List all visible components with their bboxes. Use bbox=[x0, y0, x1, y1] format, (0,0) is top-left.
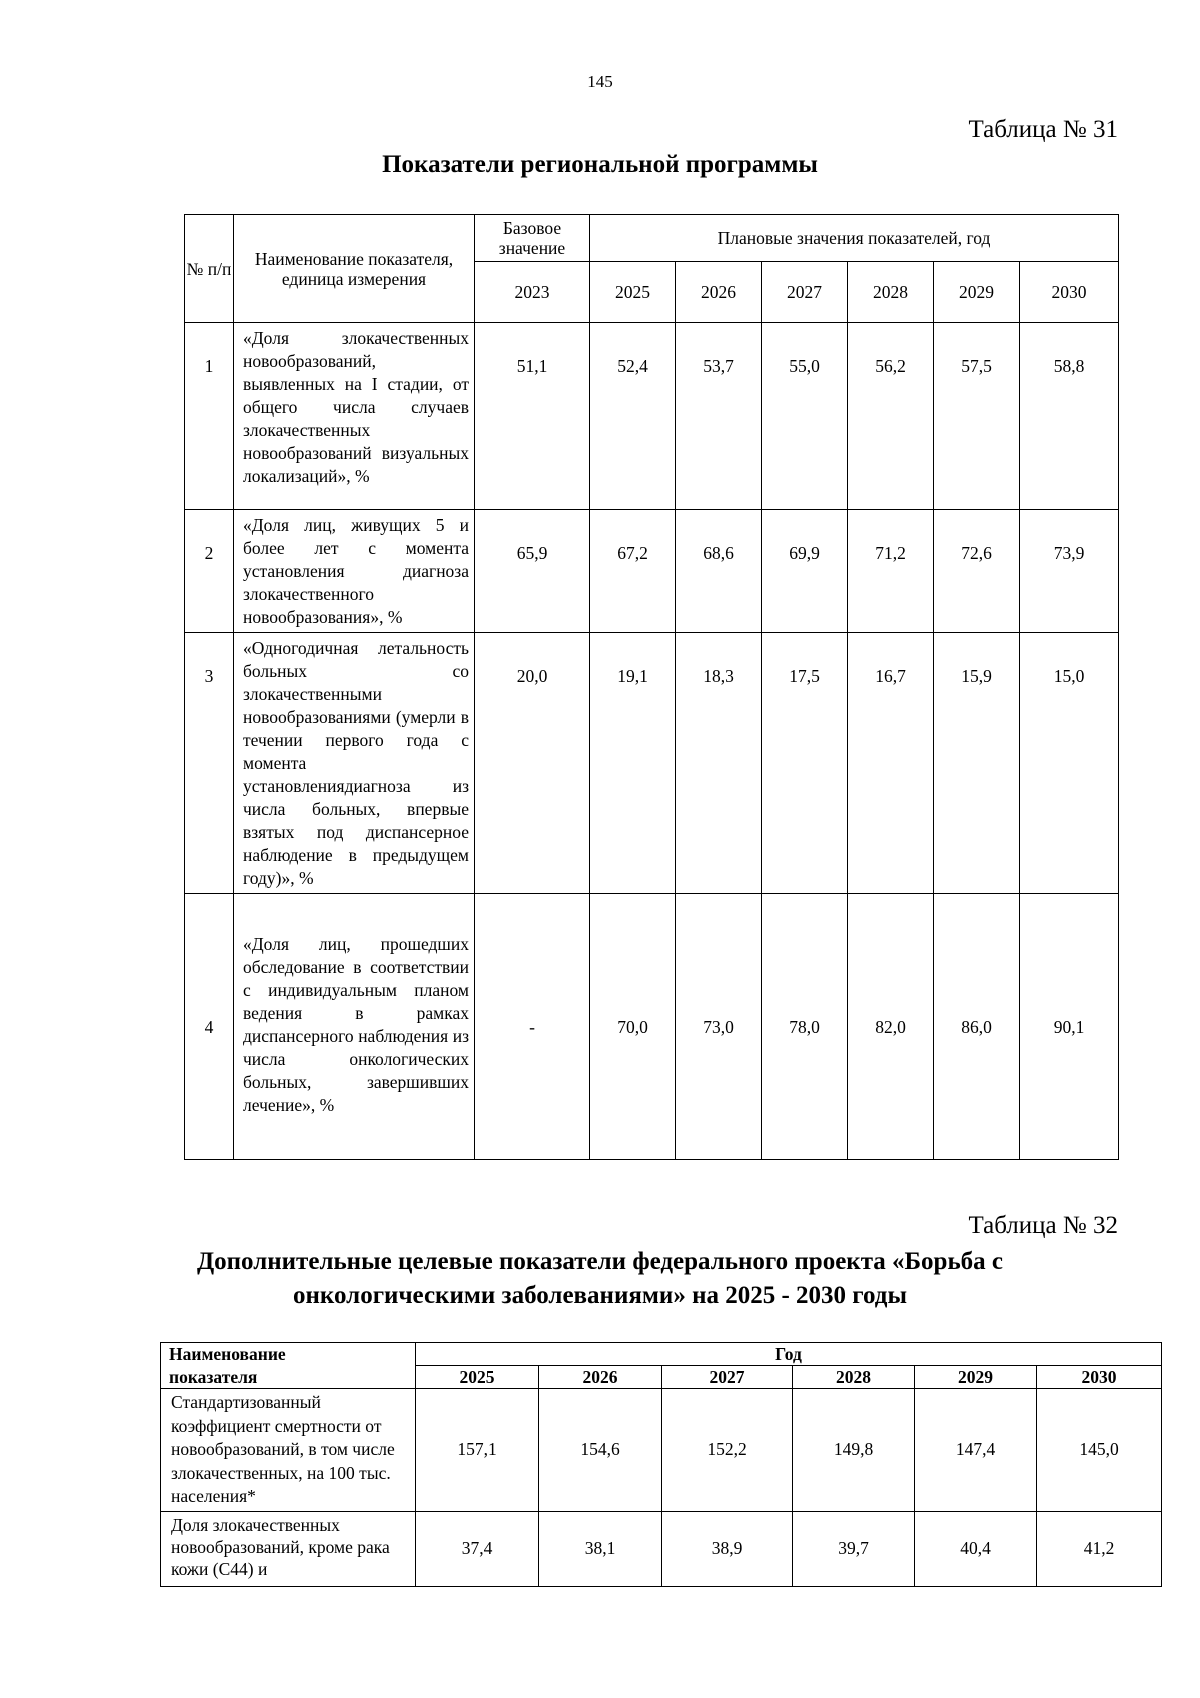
header-planned: Плановые значения показателей, год bbox=[590, 215, 1119, 262]
table32-label: Таблица № 32 bbox=[968, 1212, 1118, 1239]
row-value: 55,0 bbox=[762, 323, 848, 510]
row-value: 147,4 bbox=[915, 1389, 1037, 1512]
row-value: 70,0 bbox=[590, 894, 676, 1160]
row-value: 68,6 bbox=[676, 510, 762, 633]
table-row bbox=[185, 510, 1119, 633]
header-year: 2025 bbox=[590, 262, 676, 323]
header-name: Наименование показателя, единица измерения bbox=[234, 215, 475, 323]
row-value: 17,5 bbox=[762, 633, 848, 894]
table-row bbox=[185, 894, 1119, 1160]
row-value: 53,7 bbox=[676, 323, 762, 510]
row-value: 154,6 bbox=[539, 1389, 662, 1512]
row-name: «Доля лиц, живущих 5 и более лет с момента установления диагноза злокачественного новообразования», % bbox=[234, 510, 475, 633]
table32-title-line2: онкологическими заболеваниями» на 2025 - 2030 годы bbox=[293, 1282, 907, 1309]
row-value: 90,1 bbox=[1020, 894, 1119, 1160]
row-base: 65,9 bbox=[475, 510, 590, 633]
table32 bbox=[160, 1342, 1162, 1587]
header-name-line1: Наименование bbox=[161, 1343, 416, 1366]
row-name: «Доля лиц, прошедших обследование в соответствии с индивидуальным планом ведения в рамках диспансерного наблюдения из числа онкологических больных, завершивших лечение», % bbox=[234, 894, 475, 1160]
row-value: 78,0 bbox=[762, 894, 848, 1160]
table31-header-row bbox=[185, 215, 1119, 262]
row-name: Стандартизованный коэффициент смертности от новообразований, в том числе злокачественных, на 100 тыс. населения* bbox=[161, 1389, 416, 1512]
table-row bbox=[161, 1389, 1162, 1512]
row-value: 73,0 bbox=[676, 894, 762, 1160]
row-value: 71,2 bbox=[848, 510, 934, 633]
header-year: 2029 bbox=[915, 1366, 1037, 1389]
row-value: 38,1 bbox=[539, 1511, 662, 1586]
row-num: 3 bbox=[185, 633, 234, 894]
header-base: Базовое значение bbox=[475, 215, 590, 262]
header-year: 2026 bbox=[539, 1366, 662, 1389]
header-year: 2027 bbox=[762, 262, 848, 323]
row-value: 15,9 bbox=[934, 633, 1020, 894]
row-value: 16,7 bbox=[848, 633, 934, 894]
row-base: 20,0 bbox=[475, 633, 590, 894]
row-num: 2 bbox=[185, 510, 234, 633]
header-year: 2030 bbox=[1020, 262, 1119, 323]
header-year: 2028 bbox=[793, 1366, 915, 1389]
row-value: 86,0 bbox=[934, 894, 1020, 1160]
row-value: 72,6 bbox=[934, 510, 1020, 633]
table31-title: Показатели региональной программы bbox=[382, 151, 818, 178]
row-value: 57,5 bbox=[934, 323, 1020, 510]
header-name-line2: показателя bbox=[161, 1366, 416, 1389]
table-row bbox=[161, 1511, 1162, 1586]
row-value: 69,9 bbox=[762, 510, 848, 633]
row-value: 82,0 bbox=[848, 894, 934, 1160]
table32-title-line1: Дополнительные целевые показатели федерального проекта «Борьба с bbox=[196, 1248, 1004, 1275]
table32-header-years-row bbox=[161, 1366, 1162, 1389]
row-value: 157,1 bbox=[416, 1389, 539, 1512]
table31 bbox=[184, 214, 1119, 1160]
row-value: 19,1 bbox=[590, 633, 676, 894]
header-num: № п/п bbox=[185, 215, 234, 323]
row-base: - bbox=[475, 894, 590, 1160]
header-year: Год bbox=[416, 1343, 1162, 1366]
row-num: 4 bbox=[185, 894, 234, 1160]
row-value: 56,2 bbox=[848, 323, 934, 510]
table-row bbox=[185, 633, 1119, 894]
table-row bbox=[185, 323, 1119, 510]
row-name: «Доля злокачественных новообразований, выявленных на I стадии, от общего числа случаев злокачественных новообразований визуальных локализаций», % bbox=[234, 323, 475, 510]
row-value: 15,0 bbox=[1020, 633, 1119, 894]
row-value: 38,9 bbox=[662, 1511, 793, 1586]
row-name: «Одногодичная летальность больных со злокачественными новообразованиями (умерли в течении первого года с момента установлениядиагноза из числа больных, впервые взятых под диспансерное наблюдение в предыдущем году)», % bbox=[234, 633, 475, 894]
row-value: 39,7 bbox=[793, 1511, 915, 1586]
table31-label: Таблица № 31 bbox=[968, 116, 1118, 143]
table32-header-row bbox=[161, 1343, 1162, 1366]
row-value: 52,4 bbox=[590, 323, 676, 510]
row-value: 145,0 bbox=[1037, 1389, 1162, 1512]
row-value: 67,2 bbox=[590, 510, 676, 633]
header-year: 2029 bbox=[934, 262, 1020, 323]
row-value: 37,4 bbox=[416, 1511, 539, 1586]
row-value: 41,2 bbox=[1037, 1511, 1162, 1586]
header-year: 2028 bbox=[848, 262, 934, 323]
row-value: 40,4 bbox=[915, 1511, 1037, 1586]
row-value: 73,9 bbox=[1020, 510, 1119, 633]
header-year: 2025 bbox=[416, 1366, 539, 1389]
page-number: 145 bbox=[587, 72, 613, 91]
header-base-year: 2023 bbox=[475, 262, 590, 323]
row-num: 1 bbox=[185, 323, 234, 510]
row-value: 152,2 bbox=[662, 1389, 793, 1512]
row-base: 51,1 bbox=[475, 323, 590, 510]
header-year: 2030 bbox=[1037, 1366, 1162, 1389]
row-value: 149,8 bbox=[793, 1389, 915, 1512]
header-year: 2026 bbox=[676, 262, 762, 323]
row-value: 18,3 bbox=[676, 633, 762, 894]
header-year: 2027 bbox=[662, 1366, 793, 1389]
row-name: Доля злокачественных новообразований, кроме рака кожи (С44) и bbox=[161, 1511, 416, 1586]
row-value: 58,8 bbox=[1020, 323, 1119, 510]
